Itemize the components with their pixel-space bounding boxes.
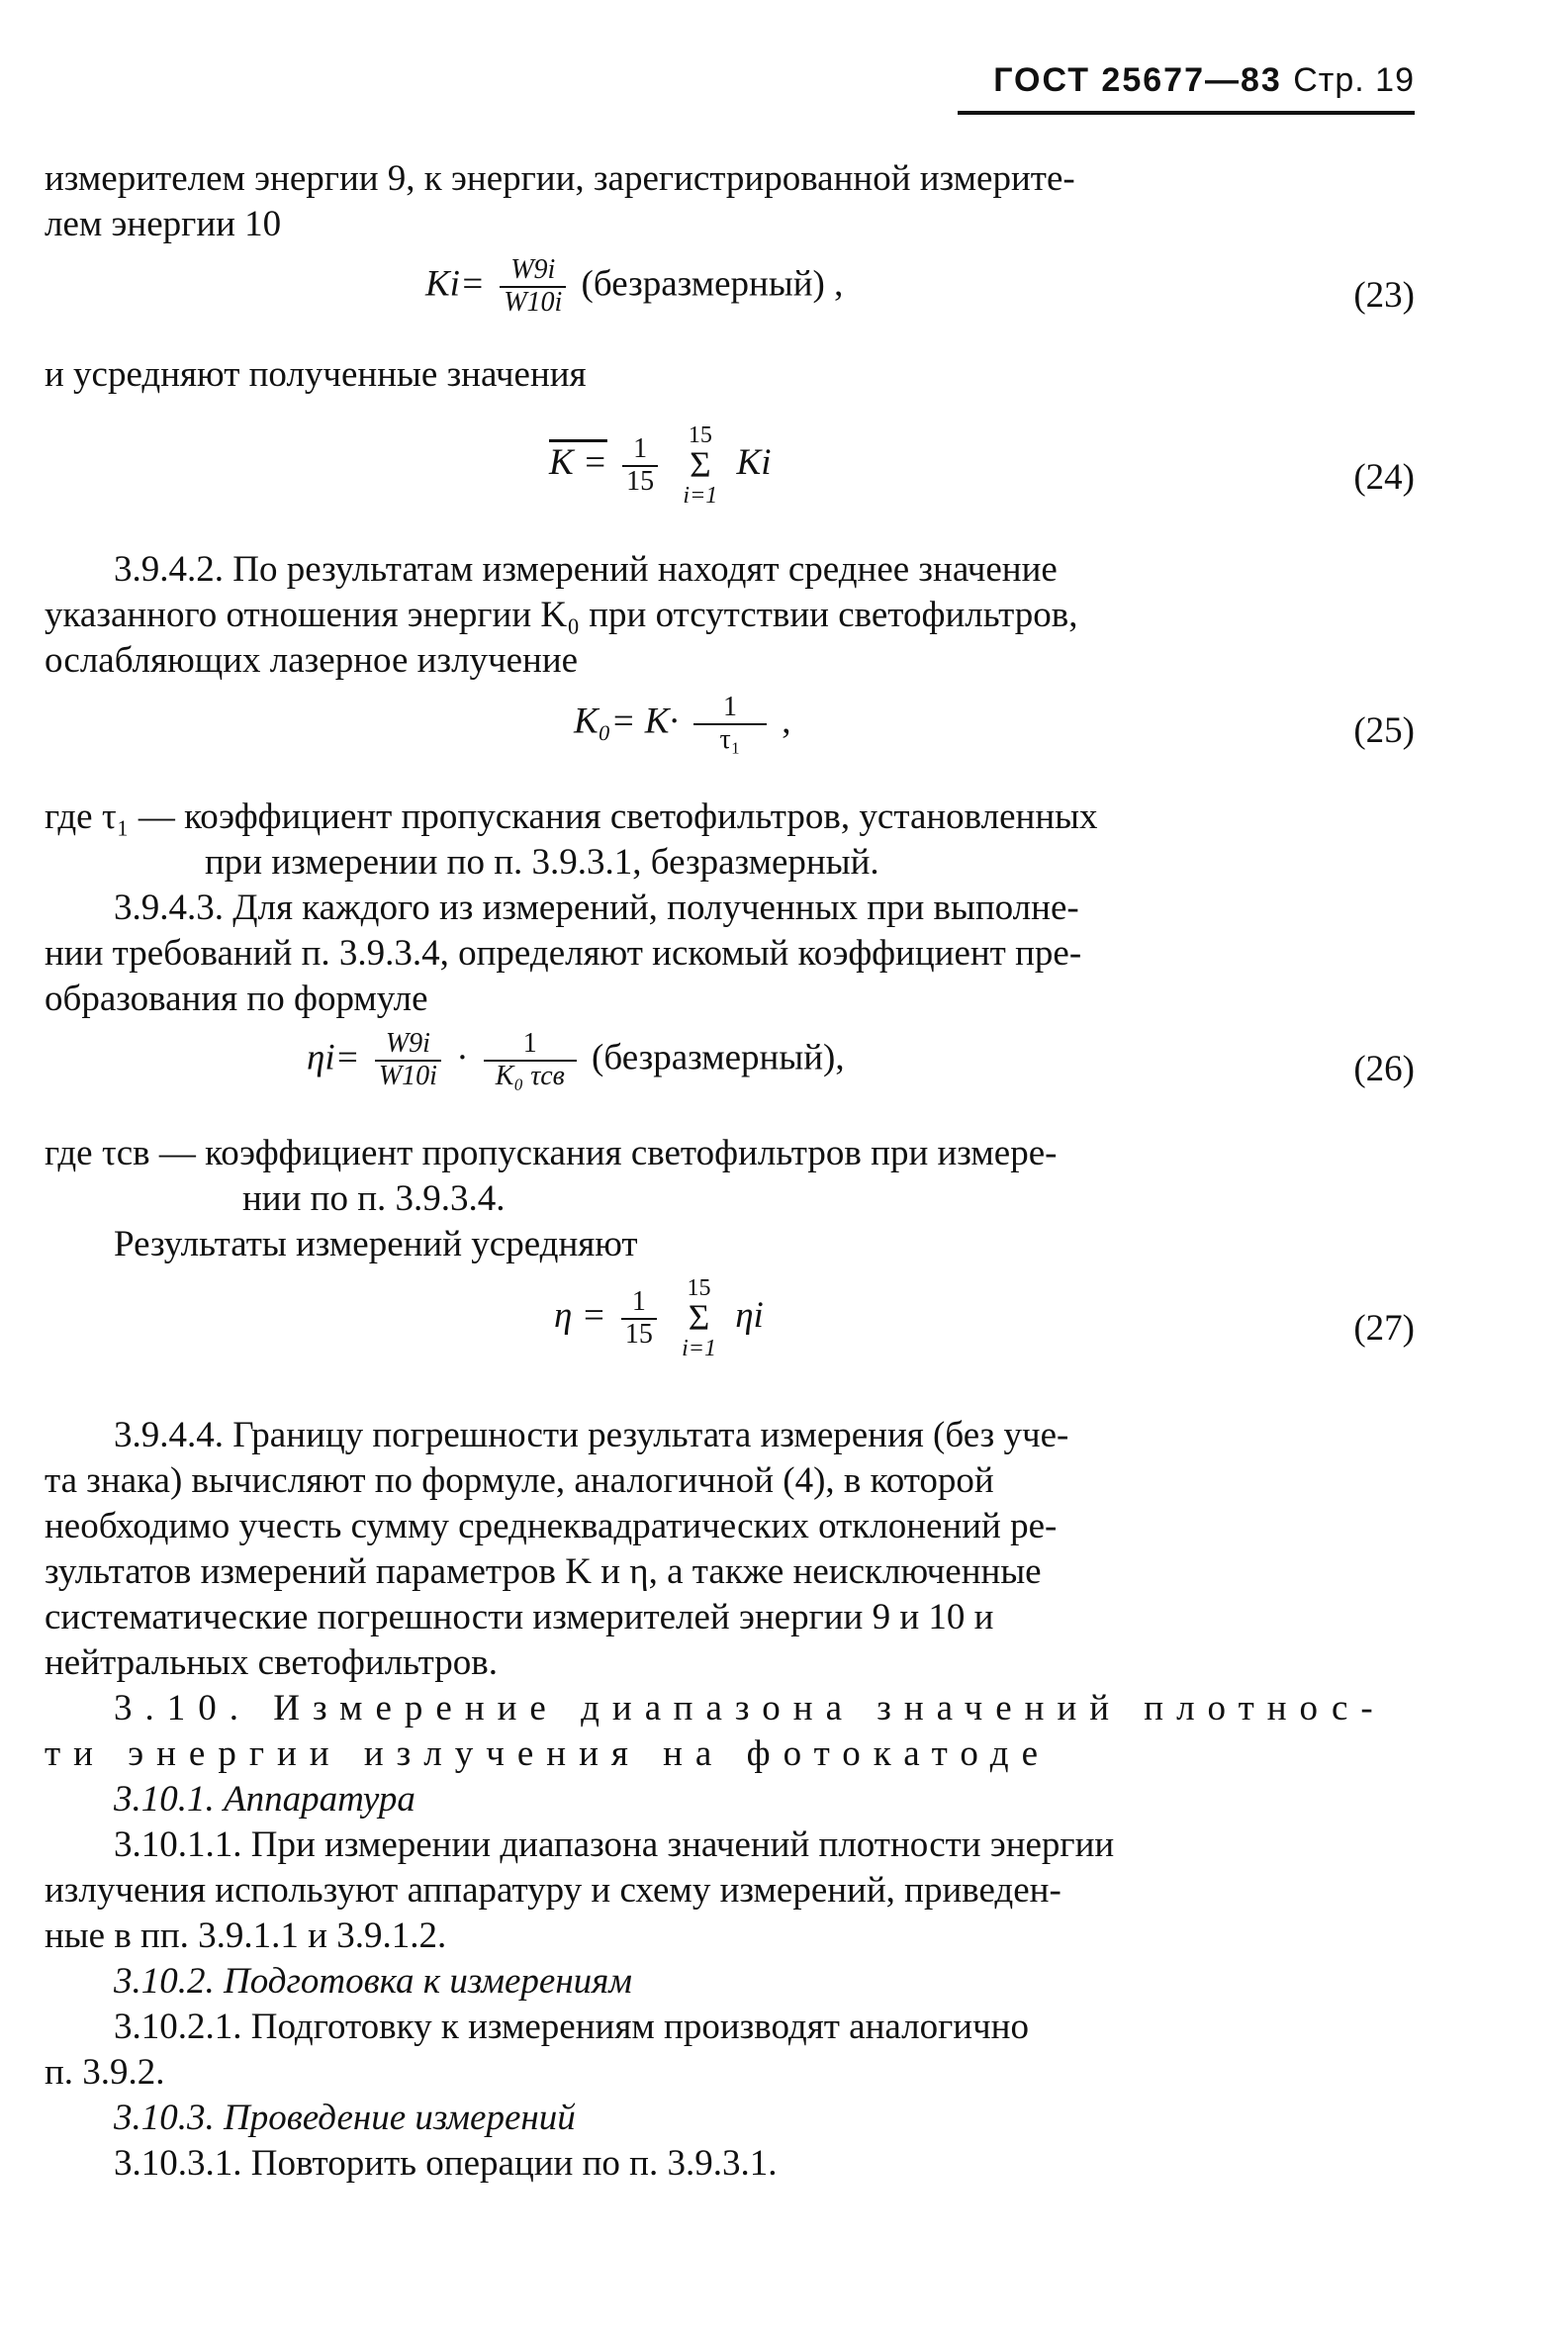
formula-23	[425, 255, 843, 319]
text-line: необходимо учесть сумму среднеквадратических отклонений ре-	[45, 1506, 1058, 1546]
page-number: Стр. 19	[1293, 61, 1415, 99]
standard-title: ГОСТ 25677—83	[993, 61, 1282, 99]
denominator: W10i	[378, 1060, 437, 1091]
text-line: п. 3.9.2.	[45, 2052, 165, 2093]
page-header	[993, 57, 1415, 103]
text-line: нии по п. 3.9.3.4.	[242, 1178, 506, 1219]
fraction	[375, 1029, 441, 1092]
formula-27	[554, 1276, 764, 1360]
formula-lhs: K₀= K·	[574, 701, 679, 742]
numerator: W9i	[500, 255, 566, 288]
formula-lhs: ηi=	[307, 1037, 360, 1078]
text-line: излучения используют аппаратуру и схему измерений, приведен-	[45, 1870, 1061, 1911]
summation	[683, 423, 717, 508]
fraction	[693, 693, 767, 756]
text-line: 3.9.4.4. Границу погрешности результата измерения (без уче-	[114, 1415, 1069, 1455]
denominator: 15	[626, 465, 655, 497]
text-line: 3.10.3.1. Повторить операции по п. 3.9.3.1.	[114, 2143, 778, 2184]
numerator: 1	[484, 1029, 577, 1062]
fraction	[621, 1287, 657, 1351]
denominator: W10i	[504, 286, 563, 318]
fraction	[500, 255, 566, 319]
sum-term: ηi	[735, 1294, 764, 1336]
text-line: та знака) вычисляют по формуле, аналогичной (4), в которой	[45, 1460, 994, 1501]
text-line: 3.10.2.1. Подготовку к измерениям производят аналогично	[114, 2007, 1029, 2047]
text-line: систематические погрешности измерителей энергии 9 и 10 и	[45, 1597, 994, 1637]
equation-number: (27)	[1353, 1308, 1415, 1349]
fraction	[622, 434, 658, 498]
denominator: τ₁	[719, 723, 741, 755]
formula-lhs: Ki=	[425, 263, 485, 305]
sum-sign: Σ	[688, 1298, 710, 1339]
formula-26: ηi= $\frac{W9i}{W10i}$ · $\frac{1}{\text{K₀ τсв}}$ (безразмерный),	[307, 1028, 845, 1091]
text-line: образования по формуле	[45, 979, 428, 1019]
sum-sign: Σ	[690, 445, 711, 486]
fraction	[484, 1029, 577, 1092]
text-line: 3.9.4.2. По результатам измерений находят среднее значение	[114, 549, 1058, 590]
section-heading: 3.10. Измерение диапазона значений плотнос-	[114, 1688, 1386, 1729]
equation-number: (23)	[1353, 275, 1415, 316]
denominator: 15	[624, 1318, 653, 1350]
text-line: ные в пп. 3.9.1.1 и 3.9.1.2.	[45, 1916, 447, 1956]
numerator: W9i	[375, 1029, 441, 1062]
section-heading: ти энергии излучения на фотокатоде	[45, 1733, 1052, 1774]
formula-note: (безразмерный),	[592, 1037, 845, 1078]
formula-25	[574, 693, 790, 756]
text-line: 3.9.4.3. Для каждого из измерений, полученных при выполне-	[114, 888, 1079, 928]
numerator: 1	[621, 1287, 657, 1320]
text-line: где τ₁ — коэффициент пропускания светофильтров, установленных	[45, 796, 1098, 837]
formula-note: (безразмерный) ,	[581, 263, 844, 305]
text-line: измерителем энергии 9, к энергии, зарегистрированной измерите-	[45, 158, 1075, 199]
text-line: нейтральных светофильтров.	[45, 1642, 498, 1683]
sum-lower: i=1	[682, 1336, 716, 1361]
denominator: K₀ τсв	[495, 1060, 565, 1091]
text-line: указанного отношения энергии K₀ при отсутствии светофильтров,	[45, 595, 1078, 635]
numerator: 1	[622, 434, 658, 467]
subsection-heading: 3.10.3. Проведение измерений	[114, 2098, 576, 2138]
sum-upper: 15	[687, 1275, 711, 1301]
formula-lhs: K =	[549, 441, 607, 483]
text-line: при измерении по п. 3.9.3.1, безразмерный.	[205, 842, 879, 883]
text-line: 3.10.1.1. При измерении диапазона значений плотности энергии	[114, 1824, 1115, 1865]
subsection-heading: 3.10.1. Аппаратура	[114, 1779, 415, 1820]
text-line: зультатов измерений параметров K и η, а также неисключенные	[45, 1551, 1042, 1592]
text-line: лем энергии 10	[45, 204, 282, 244]
text-line: Результаты измерений усредняют	[114, 1224, 638, 1264]
formula-tail: ,	[782, 701, 791, 742]
subsection-heading: 3.10.2. Подготовка к измерениям	[114, 1961, 632, 2002]
text-line: ослабляющих лазерное излучение	[45, 640, 579, 681]
text-line: где τсв — коэффициент пропускания светофильтров при измере-	[45, 1133, 1058, 1173]
formula-24	[549, 423, 772, 508]
sum-lower: i=1	[683, 483, 718, 509]
sum-upper: 15	[688, 422, 712, 448]
header-rule	[958, 111, 1415, 115]
equation-number: (26)	[1353, 1049, 1415, 1089]
text-line: и усредняют полученные значения	[45, 354, 587, 395]
formula-lhs: η =	[554, 1294, 606, 1336]
sum-term: Ki	[736, 441, 772, 483]
summation	[682, 1276, 716, 1360]
text-line: нии требований п. 3.9.3.4, определяют искомый коэффициент пре-	[45, 933, 1082, 974]
equation-number: (24)	[1353, 457, 1415, 498]
numerator: 1	[693, 693, 767, 725]
equation-number: (25)	[1353, 710, 1415, 751]
